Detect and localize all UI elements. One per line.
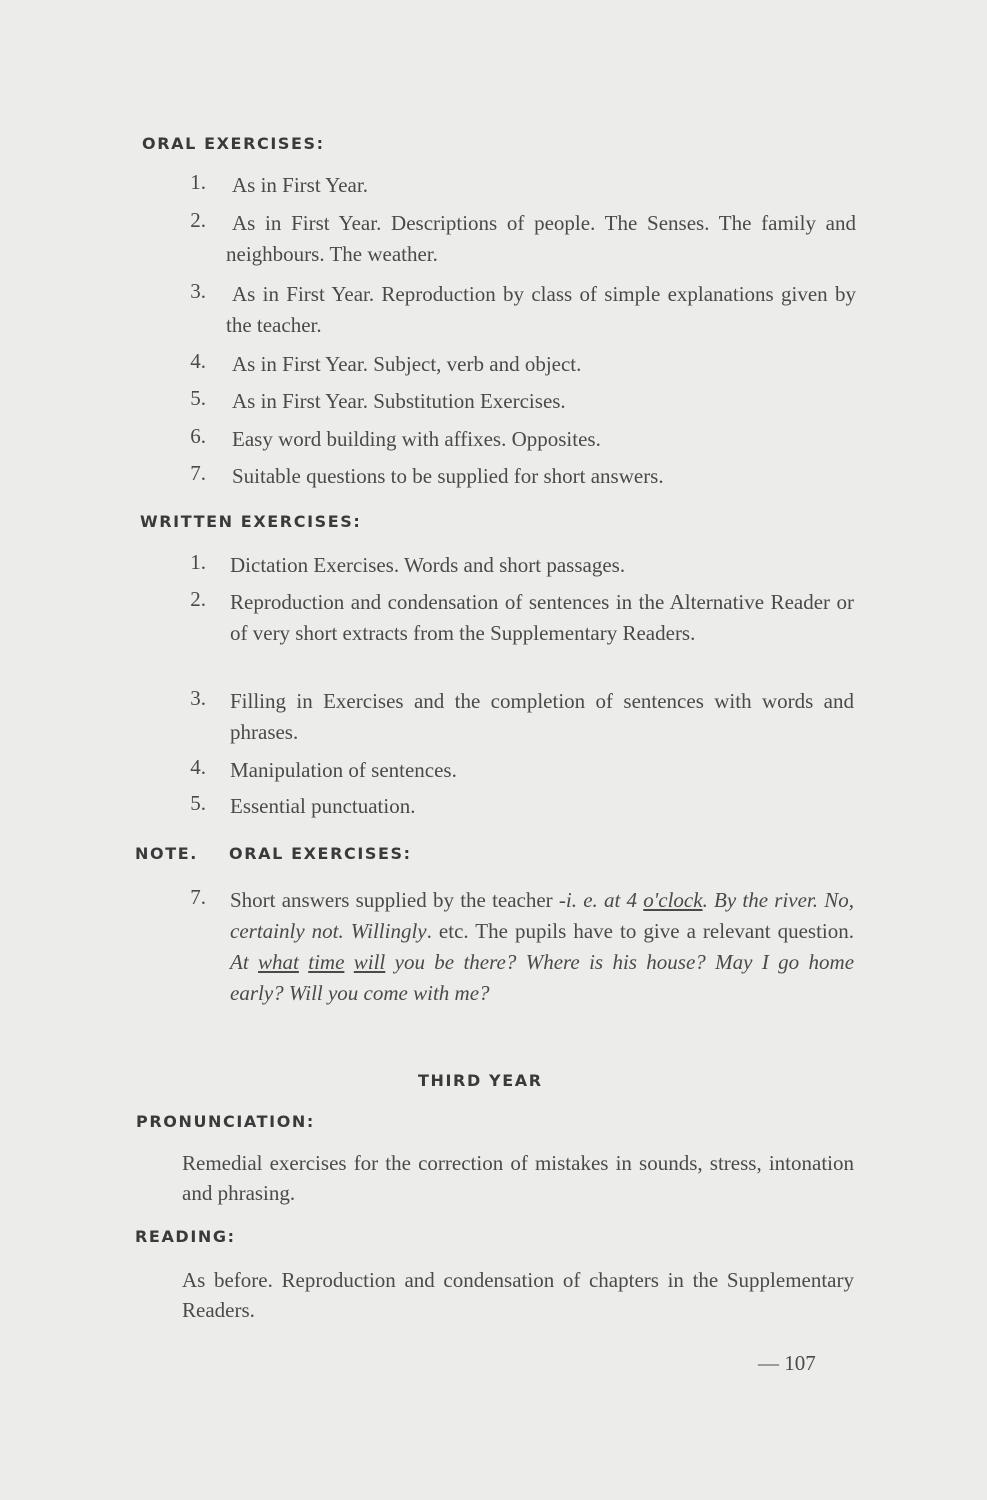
item-number: 4. [190,755,206,779]
item-text: As in First Year. [232,173,368,197]
item-number: 5. [190,791,206,815]
written-exercises-heading: WRITTEN EXERCISES: [140,512,362,531]
item-number: 3. [190,279,206,303]
item-text: Essential punctuation. [230,794,416,818]
oral-exercises-heading: ORAL EXERCISES: [142,134,325,153]
item-number: 2. [190,587,206,611]
item-number: 1. [190,550,206,574]
item-text: As in First Year. Substitution Exercises. [232,389,566,413]
pronunciation-text: Remedial exercises for the correction of mistakes in sounds, stress, intonation and phrasing. [182,1151,854,1205]
item-number: 6. [190,424,206,448]
note-rest: you be there? Where is his house? May I go home early? Will you come with me? [230,950,855,1005]
note-dot: . [702,888,708,912]
note-space-1 [299,950,308,974]
item-number: 2. [190,208,206,232]
item-text: As in First Year. Subject, verb and object. [232,352,582,376]
reading-heading: READING: [135,1227,236,1246]
item-number: 7. [190,461,206,485]
item-text: Reproduction and condensation of sentences in the Alternative Reader or of very short extracts from the Supplementary Readers. [230,590,854,645]
note-will: will [353,950,386,974]
note-etc: . etc. The pupils have to give a relevant question. [426,919,854,943]
item-text: Filling in Exercises and the completion of sentences with words and phrases. [230,689,854,744]
item-text: Manipulation of sentences. [230,758,457,782]
item-text: Suitable questions to be supplied for short answers. [232,464,664,488]
third-year-title: THIRD YEAR [418,1071,543,1090]
note-by-river: By the river. No, certainly not. Willingly [230,888,854,943]
note-label: NOTE. [135,844,198,863]
note-oral-exercises-heading: ORAL EXERCISES: [229,844,412,863]
note-four: 4 [620,888,644,912]
item-number: 7. [190,885,206,909]
note-oclock: o'clock [643,888,703,912]
item-text: As in First Year. Reproduction by class of simple explanations given by the teacher. [226,282,856,337]
page-number: — 107 [758,1351,816,1375]
note-ie: i. e. at [565,888,621,912]
note-what: what [258,950,299,974]
note-item-text [230,885,854,1009]
reading-text: As before. Reproduction and condensation of chapters in the Supplementary Readers. [182,1268,854,1322]
note-space-2 [344,950,353,974]
note-time: time [308,950,345,974]
note-at: At [230,950,259,974]
item-text: As in First Year. Descriptions of people. The Senses. The family and neighbours. The weather. [226,211,856,266]
item-text: Dictation Exercises. Words and short passages. [230,553,626,577]
item-number: 4. [190,349,206,373]
item-number: 3. [190,686,206,710]
note-text-1: Short answers supplied by the teacher - [230,888,566,912]
item-text: Easy word building with affixes. Opposites. [232,427,601,451]
item-number: 1. [190,170,206,194]
item-number: 5. [190,386,206,410]
pronunciation-heading: PRONUNCIATION: [136,1112,315,1131]
